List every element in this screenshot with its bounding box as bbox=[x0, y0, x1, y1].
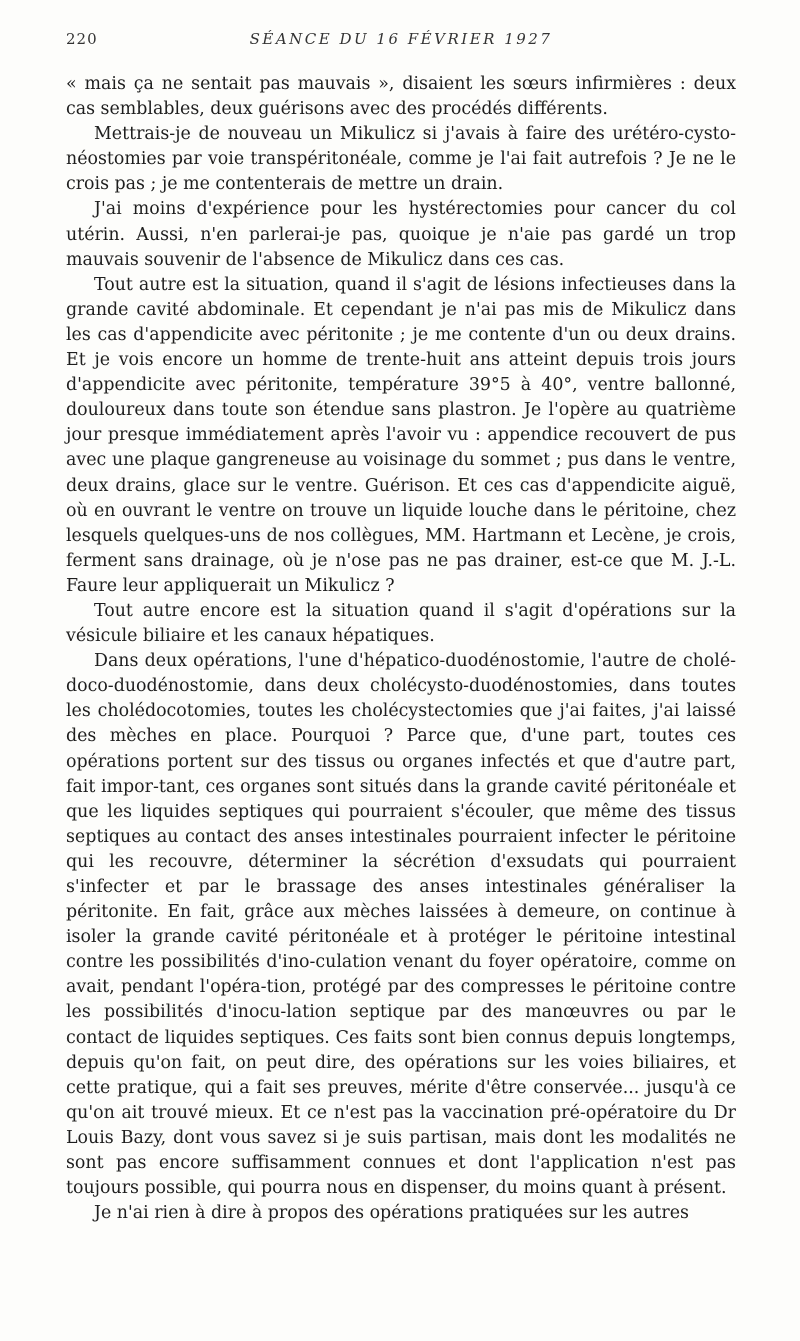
page-header bbox=[66, 30, 736, 54]
paragraph: Mettrais-je de nouveau un Mikulicz si j'avais à faire des urétéro-cysto-néostomies par voie transpéritonéale, comme je l'ai fait autrefois ? Je ne le crois pas ; je me contenterais de mettre un drain. bbox=[66, 124, 736, 195]
page-number: 220 bbox=[66, 30, 98, 48]
paragraph: J'ai moins d'expérience pour les hystérectomies pour cancer du col utérin. Aussi, n'en parlerai-je pas, quoique je n'aie pas gardé un trop mauvais souvenir de l'absence de Mikulicz dans ces cas. bbox=[66, 199, 736, 270]
body-text bbox=[66, 72, 736, 1226]
paragraph: Dans deux opérations, l'une d'hépatico-duodénostomie, l'autre de cholé-doco-duodénostomie, dans deux cholécysto-duodénostomies, dans toutes les cholédocotomies, toutes les cholécystectomies que j'ai faites, j'ai laissé des mèches en place. Pourquoi ? Parce que, d'une part, toutes ces opérations portent sur des tissus ou organes infectés et que d'autre part, fait impor-tant, ces organes sont situés dans la grande cavité péritonéale et que les liquides septiques qui pourraient s'écouler, que même des tissus septiques au contact des anses intestinales pourraient infecter le péritoine qui les recouvre, déterminer la sécrétion d'exsudats qui pourraient s'infecter et par le brassage des anses intestinales généraliser la péritonite. En fait, grâce aux mèches laissées à demeure, on continue à isoler la grande cavité péritonéale et à protéger le péritoine intestinal contre les possibilités d'ino-culation venant du foyer opératoire, comme on avait, pendant l'opéra-tion, protégé par des compresses le péritoine contre les possibilités d'inocu-lation septique par des manœuvres ou par le contact de liquides septiques. Ces faits sont bien connus depuis longtemps, depuis qu'on fait, on peut dire, des opérations sur les voies biliaires, et cette pratique, qui a fait ses preuves, mérite d'être conservée... jusqu'à ce qu'on ait trouvé mieux. Et ce n'est pas la vaccination pré-opératoire du Dr Louis Bazy, dont vous savez si je suis partisan, mais dont les modalités ne sont pas encore suffisamment connues et dont l'application n'est pas toujours possible, qui pourra nous en dispenser, du moins quant à présent. bbox=[66, 651, 736, 1199]
paragraph: Tout autre encore est la situation quand il s'agit d'opérations sur la vésicule biliaire et les canaux hépatiques. bbox=[66, 600, 736, 647]
paragraph: Tout autre est la situation, quand il s'agit de lésions infectieuses dans la grande cavité abdominale. Et cependant je n'ai pas mis de Mikulicz dans les cas d'appendicite avec péritonite ; je me contente d'un ou deux drains. Et je vois encore un homme de trente-huit ans atteint depuis trois jours d'appendicite avec péritonite, température 39°5 à 40°, ventre ballonné, douloureux dans toute son étendue sans plastron. Je l'opère au quatrième jour presque immédiatement après l'avoir vu : appendice recouvert de pus avec une plaque gangreneuse au voisinage du sommet ; pus dans le ventre, deux drains, glace sur le ventre. Guérison. Et ces cas d'appendicite aiguë, où en ouvrant le ventre on trouve un liquide louche dans le péritoine, chez lesquels quelques-uns de nos collègues, MM. Hartmann et Lecène, je crois, ferment sans drainage, où je n'ose pas ne pas drainer, est-ce que M. J.-L. Faure leur appliquerait un Mikulicz ? bbox=[66, 274, 736, 596]
paragraph: Je n'ai rien à dire à propos des opérations pratiquées sur les autres bbox=[94, 1203, 689, 1224]
paragraph: « mais ça ne sentait pas mauvais », disaient les sœurs infirmières : deux cas semblables, deux guérisons avec des procédés différents. bbox=[66, 74, 736, 120]
running-head: SÉANCE DU 16 FÉVRIER 1927 bbox=[249, 30, 553, 48]
